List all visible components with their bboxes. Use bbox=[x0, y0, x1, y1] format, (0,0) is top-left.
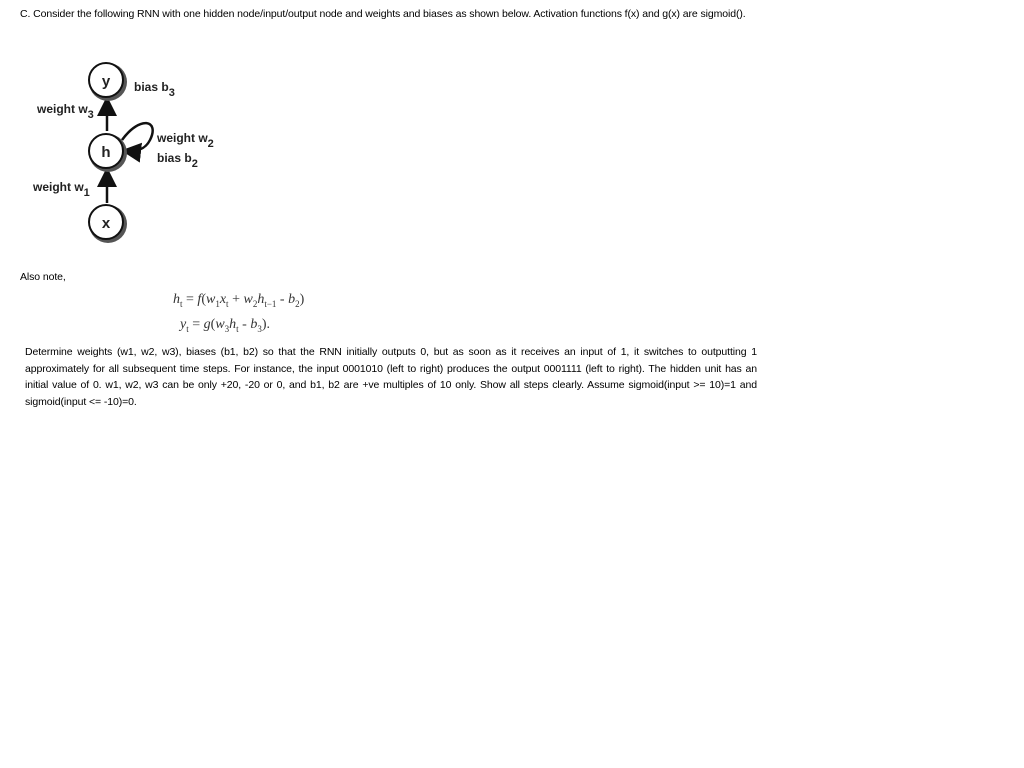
equation-hidden-state: $h_t = f(w_1x_t + w_2h_{t-1} - b_2)$ bbox=[173, 292, 305, 309]
label-weight-w2: weight w2 bbox=[157, 131, 214, 150]
label-bias-b2: bias b2 bbox=[157, 151, 198, 170]
node-x bbox=[89, 205, 127, 243]
label-bias-b3: bias b3 bbox=[134, 80, 175, 99]
task-description-text: Determine weights (w1, w2, w3), biases (b1, b2) so that the RNN initially outputs 0, but as soon as it receives an input of 1, it switches to outputting 1 approximately for all subsequent time steps. For instance, the input 0001010 (left to right) produces the output 0001111 (left to right). The hidden unit has an initial value of 0. w1, w2, w3 can be only +20, -20 or 0, and b1, b2 are +ve multiples of 10 only. Show all steps clearly. Assume sigmoid(input >= 10)=1 and sigmoid(input <= -10)=0. bbox=[25, 346, 757, 408]
question-intro-text: C. Consider the following RNN with one hidden node/input/output node and weights and biases as shown below. Activation functions f(x) and g(x) are sigmoid(). bbox=[20, 8, 746, 20]
label-weight-w3: weight w3 bbox=[37, 102, 94, 121]
node-y-label: y bbox=[101, 73, 111, 90]
self-loop-h bbox=[122, 123, 153, 151]
node-x-label: x bbox=[101, 215, 111, 232]
node-h-label: h bbox=[101, 144, 111, 161]
equation-output: $y_t = g(w_3h_t - b_3)$. bbox=[180, 317, 271, 334]
node-y bbox=[89, 63, 127, 101]
node-h bbox=[89, 134, 127, 172]
label-weight-w1: weight w1 bbox=[33, 180, 90, 199]
rnn-diagram bbox=[0, 0, 260, 260]
also-note-text: Also note, bbox=[20, 271, 66, 283]
